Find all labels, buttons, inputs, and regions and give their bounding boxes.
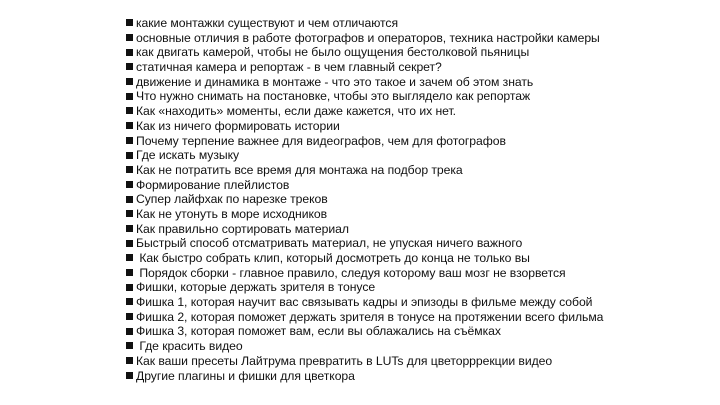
list-item-text: Формирование плейлистов <box>136 177 290 192</box>
list-item-text: основные отличия в работе фотографов и операторов, техника настройки камеры <box>136 30 600 45</box>
list-item <box>126 236 603 251</box>
square-bullet-icon <box>126 196 133 203</box>
list-item-text: Как правильно сортировать материал <box>136 221 349 236</box>
list-item-text: Как ваши пресеты Лайтрума превратить в LUTs для цветорррекции видео <box>136 353 553 368</box>
square-bullet-icon <box>126 254 133 261</box>
list-item <box>126 45 603 60</box>
list-item <box>126 354 603 369</box>
square-bullet-icon <box>126 298 133 305</box>
list-item-text: Фишки, которые держать зрителя в тонусе <box>136 280 376 295</box>
square-bullet-icon <box>126 34 133 41</box>
square-bullet-icon <box>126 181 133 188</box>
list-item-text: Как не потратить все время для монтажа на подбор трека <box>136 162 463 177</box>
list-item-text: Супер лайфхак по нарезке треков <box>136 192 328 207</box>
list-item-text: Как не утонуть в море исходников <box>136 206 328 221</box>
list-item-text: как двигать камерой, чтобы не было ощущения бестолковой пьяницы <box>136 45 530 60</box>
list-item <box>126 295 603 310</box>
list-item-text: Фишка 1, которая научит вас связывать кадры и эпизоды в фильме между собой <box>136 295 593 310</box>
square-bullet-icon <box>126 122 133 129</box>
list-item <box>126 251 603 266</box>
list-item <box>126 192 603 207</box>
list-item <box>126 163 603 178</box>
list-item-text: Как из ничего формировать истории <box>136 118 340 133</box>
square-bullet-icon <box>126 93 133 100</box>
list-item <box>126 104 603 119</box>
list-item-text: Почему терпение важнее для видеографов, чем для фотографов <box>136 133 506 148</box>
list-item <box>126 75 603 90</box>
square-bullet-icon <box>126 152 133 159</box>
list-item-text: Фишка 2, которая поможет держать зрителя в тонусе на протяжении всего фильма <box>136 309 604 324</box>
square-bullet-icon <box>126 63 133 70</box>
square-bullet-icon <box>126 357 133 364</box>
square-bullet-icon <box>126 372 133 379</box>
square-bullet-icon <box>126 240 133 247</box>
square-bullet-icon <box>126 166 133 173</box>
list-item <box>126 60 603 75</box>
list-item <box>126 16 603 31</box>
square-bullet-icon <box>126 313 133 320</box>
list-item <box>126 266 603 281</box>
list-item <box>126 310 603 325</box>
square-bullet-icon <box>126 107 133 114</box>
list-item <box>126 207 603 222</box>
square-bullet-icon <box>126 328 133 335</box>
list-item <box>126 339 603 354</box>
list-item <box>126 324 603 339</box>
list-item-text: Другие плагины и фишки для цветкора <box>136 368 355 383</box>
square-bullet-icon <box>126 78 133 85</box>
list-item-text: Фишка 3, которая поможет вам, если вы облажались на съёмках <box>136 324 501 339</box>
list-item <box>126 222 603 237</box>
square-bullet-icon <box>126 225 133 232</box>
list-item <box>126 31 603 46</box>
square-bullet-icon <box>126 19 133 26</box>
list-item <box>126 134 603 149</box>
list-item <box>126 369 603 384</box>
list-item-text: движение и динамика в монтаже - что это такое и зачем об этом знать <box>136 74 534 89</box>
list-item <box>126 89 603 104</box>
list-item-text: Порядок сборки - главное правило, следуя которому ваш мозг не взорвется <box>136 265 566 280</box>
list-item-text: Что нужно снимать на постановке, чтобы это выглядело как репортаж <box>136 89 531 104</box>
list-item <box>126 280 603 295</box>
list-item-text: какие монтажки существуют и чем отличаются <box>136 16 399 30</box>
list-item-text: Где искать музыку <box>136 148 240 163</box>
square-bullet-icon <box>126 284 133 291</box>
list-item-text: статичная камера и репортаж - в чем главный секрет? <box>136 60 442 75</box>
topics-list <box>126 16 603 383</box>
square-bullet-icon <box>126 210 133 217</box>
list-item <box>126 178 603 193</box>
square-bullet-icon <box>126 269 133 276</box>
list-item <box>126 148 603 163</box>
list-item-text: Где красить видео <box>136 339 243 354</box>
square-bullet-icon <box>126 137 133 144</box>
list-item-text: Быстрый способ отсматривать материал, не упуская ничего важного <box>136 236 523 251</box>
list-item <box>126 119 603 134</box>
list-item-text: Как «находить» моменты, если даже кажется, что их нет. <box>136 104 456 119</box>
square-bullet-icon <box>126 342 133 349</box>
list-item-text: Как быстро собрать клип, который досмотреть до конца не только вы <box>136 251 530 265</box>
square-bullet-icon <box>126 49 133 56</box>
